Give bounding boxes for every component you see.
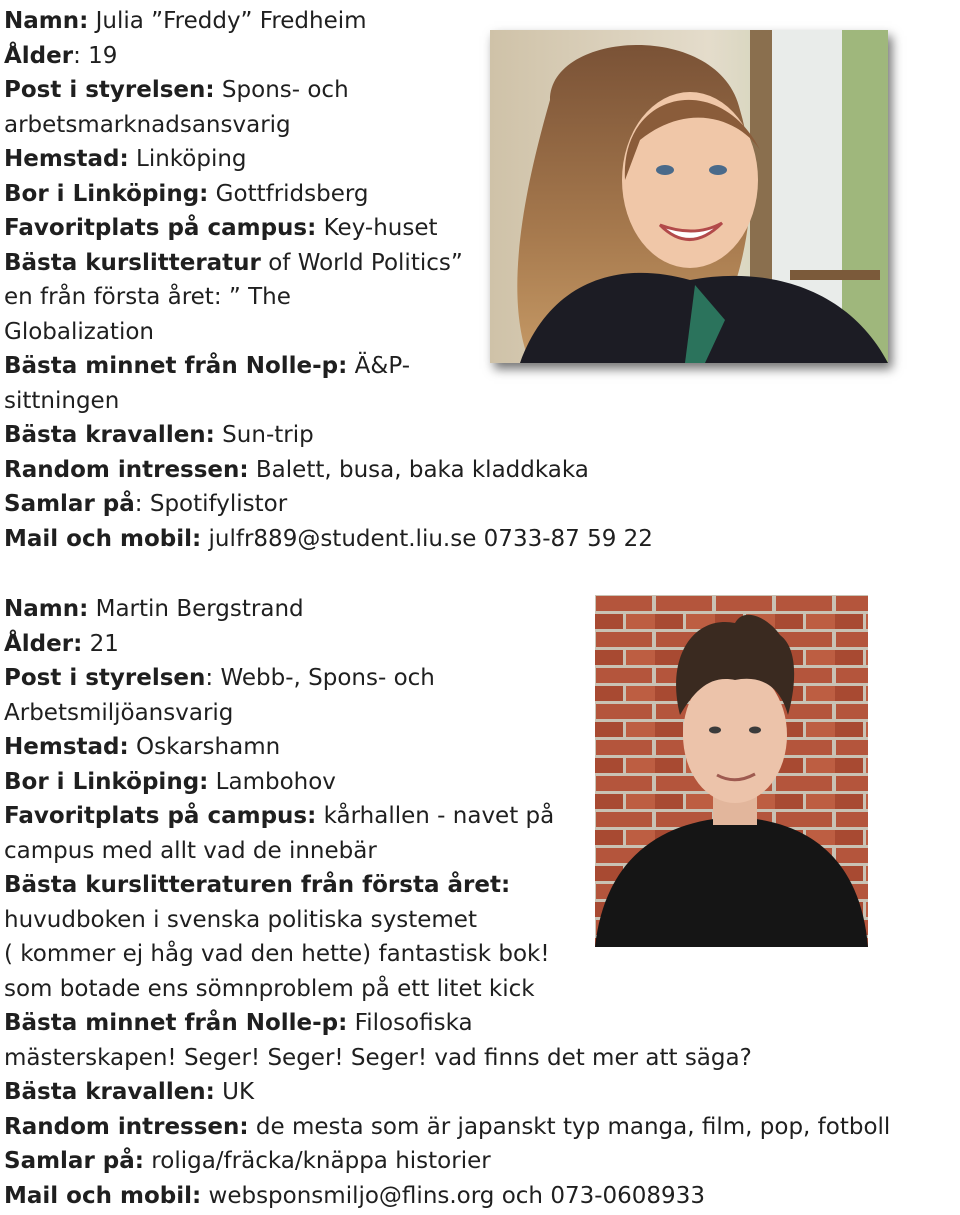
age-field: Ålder: 21 [4, 630, 119, 657]
best-memory-field: Bästa minnet från Nolle-p: Filosofiska [4, 1010, 473, 1036]
best-literature-field: Bästa kurslitteratur of World Politics” [4, 249, 463, 276]
best-literature-continued: som botade ens sömnproblem på ett litet kick [4, 975, 535, 1002]
best-memory-continued: mästerskapen! Seger! Seger! Seger! vad finns det mer att säga? [4, 1044, 752, 1071]
best-memory-field: Bästa minnet från Nolle-p: Ä&P- [4, 353, 410, 379]
hometown-field: Hemstad: Oskarshamn [4, 734, 281, 760]
portrait-photo-julia [490, 30, 888, 363]
board-role-field: Post i styrelsen: Spons- och [4, 77, 349, 103]
board-role-continued: arbetsmarknadsansvarig [4, 111, 291, 138]
best-riot-field: Bästa kravallen: UK [4, 1079, 255, 1105]
favorite-place-continued: campus med allt vad de innebär [4, 837, 377, 864]
board-role-field: Post i styrelsen: Webb-, Spons- och [4, 665, 435, 691]
collects-field: Samlar på: roliga/fräcka/knäppa historier [4, 1148, 491, 1174]
name-field: Namn: Martin Bergstrand [4, 596, 304, 622]
best-literature-continued: Globalization [4, 318, 154, 345]
interests-field: Random intressen: de mesta som är japanskt typ manga, film, pop, fotboll [4, 1113, 891, 1140]
favorite-place-field: Favoritplats på campus: Key-huset [4, 215, 438, 241]
best-literature-continued: huvudboken i svenska politiska systemet [4, 906, 477, 933]
hometown-field: Hemstad: Linköping [4, 146, 247, 172]
best-memory-continued: sittningen [4, 387, 120, 414]
collects-field: Samlar på: Spotifylistor [4, 491, 288, 517]
best-literature-continued: ( kommer ej håg vad den hette) fantastisk bok! [4, 941, 550, 967]
favorite-place-field: Favoritplats på campus: kårhallen - navet på [4, 803, 555, 829]
best-literature-continued: en från första året: ” The [4, 284, 291, 310]
portrait-photo-martin [595, 595, 868, 947]
age-field: Ålder: 19 [4, 42, 118, 69]
board-role-continued: Arbetsmiljöansvarig [4, 699, 234, 726]
residence-field: Bor i Linköping: Gottfridsberg [4, 180, 369, 207]
best-literature-field: Bästa kurslitteraturen från första året: [4, 872, 511, 898]
name-field: Namn: Julia ”Freddy” Fredheim [4, 8, 367, 34]
contact-field: Mail och mobil: julfr889@student.liu.se 0733-87 59 22 [4, 525, 653, 552]
residence-field: Bor i Linköping: Lambohov [4, 768, 336, 795]
interests-field: Random intressen: Balett, busa, baka kladdkaka [4, 456, 589, 483]
contact-field: Mail och mobil: websponsmiljo@flins.org och 073-0608933 [4, 1182, 705, 1209]
best-riot-field: Bästa kravallen: Sun-trip [4, 422, 314, 448]
